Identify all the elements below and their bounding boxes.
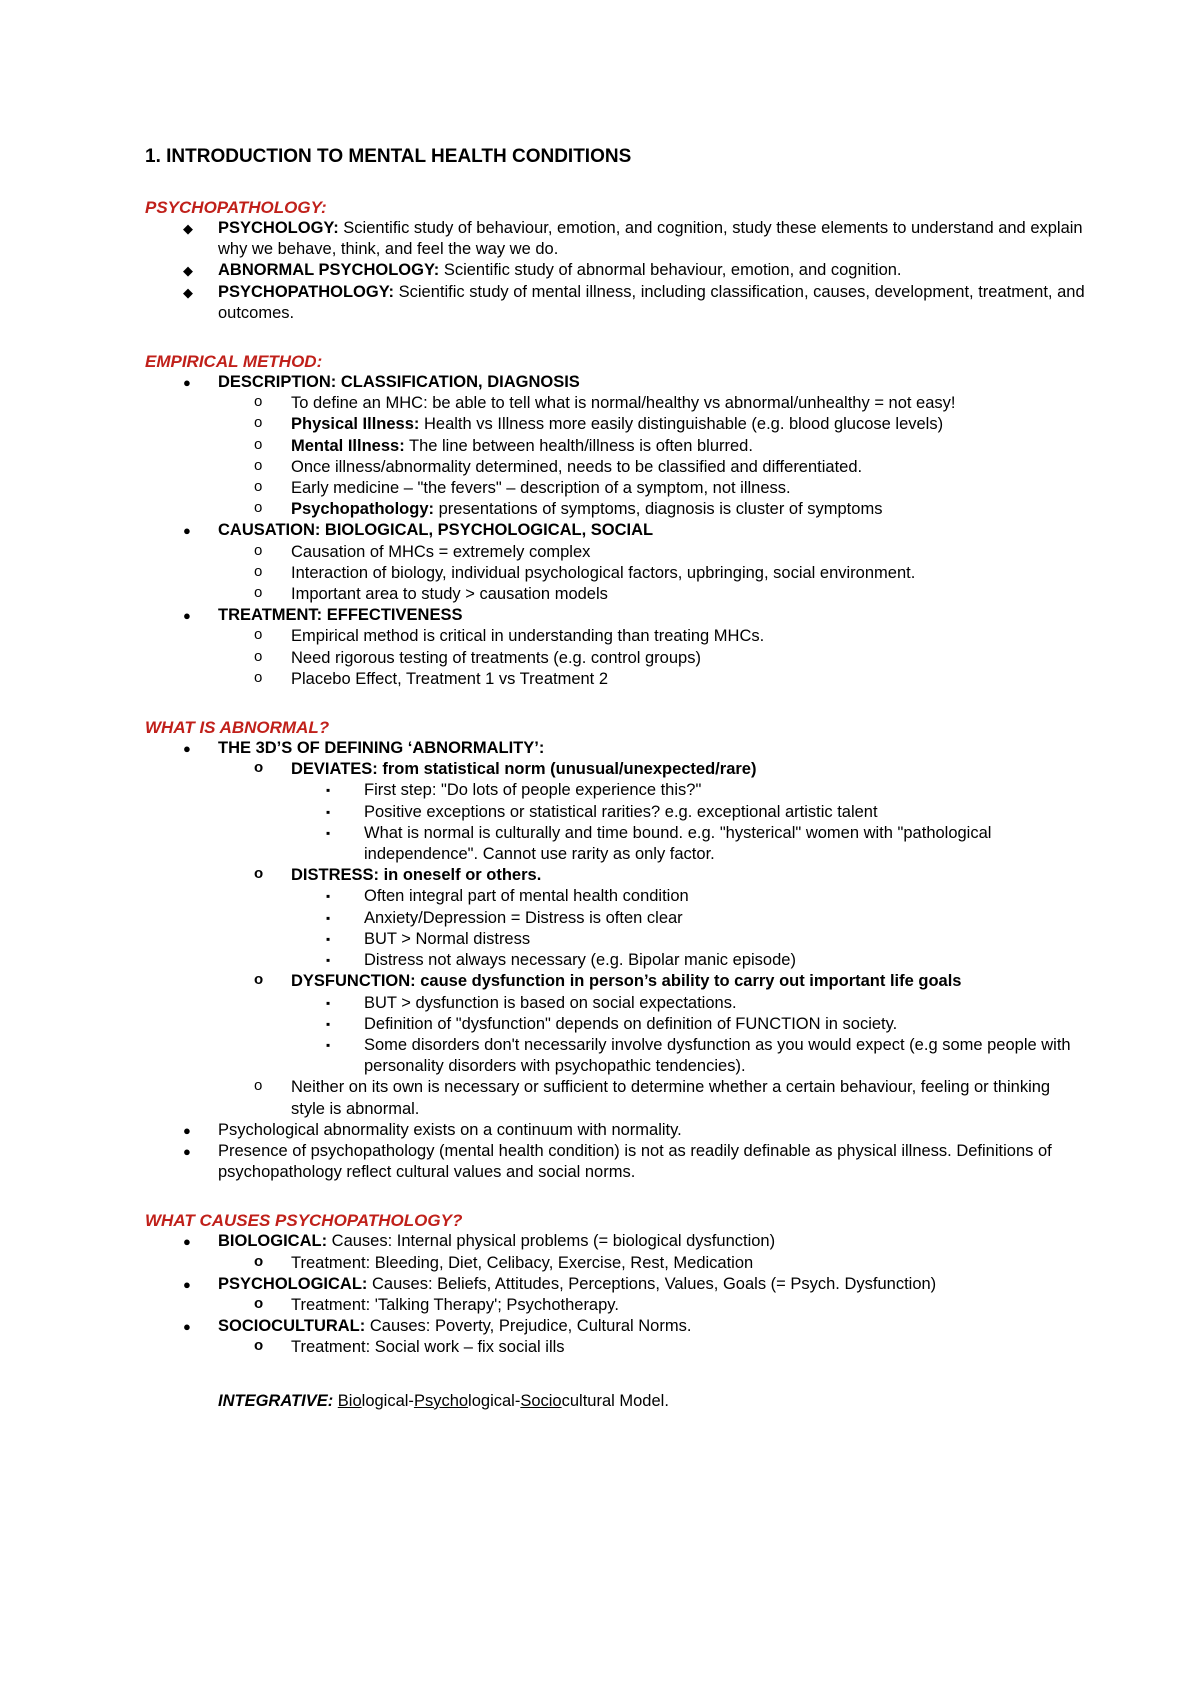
list-item: o Empirical method is critical in understanding than treating MHCs. bbox=[254, 626, 765, 646]
bullet-icon: ◆ bbox=[183, 284, 193, 300]
list-item: o DISTRESS: in oneself or others. ▪ Often integral part of mental health condition ▪ Anxiety/Depression = Distress is often clear ▪ BUT > Normal distress ▪ Distress not always necessary (e.g. Bipolar manic episode) bbox=[218, 865, 1085, 971]
section-heading: WHAT CAUSES PSYCHOPATHOLOGY? bbox=[145, 1211, 463, 1231]
section-what-is-abnormal bbox=[145, 717, 1085, 1183]
list-item: ● TREATMENT: EFFECTIVENESS o Empirical method is critical in understanding than treating MHCs. o Need rigorous testing of treatments (e.g. control groups) o Placebo Effect, Treatment 1 vs Treatment 2 bbox=[145, 605, 1085, 690]
bullet-icon: ● bbox=[183, 608, 191, 624]
list-item: o To define an MHC: be able to tell what is normal/healthy vs abnormal/unhealthy = not easy! bbox=[254, 393, 956, 413]
list-item: o Early medicine – "the fevers" – description of a symptom, not illness. bbox=[254, 478, 791, 498]
circle-bullet-icon: o bbox=[254, 865, 264, 883]
list-item: o Once illness/abnormality determined, needs to be classified and differentiated. bbox=[254, 456, 863, 476]
list-item: ● PSYCHOLOGICAL: Causes: Beliefs, Attitudes, Perceptions, Values, Goals (= Psych. Dysfunction) o Treatment: 'Talking Therapy'; Psychotherapy. bbox=[145, 1274, 1085, 1316]
sub-list bbox=[218, 1295, 1085, 1316]
list-item: ▪ What is normal is culturally and time bound. e.g. "hysterical" women with "pathological independence". Cannot use rarity as only factor. bbox=[326, 823, 992, 864]
list-item: o Placebo Effect, Treatment 1 vs Treatment 2 bbox=[254, 668, 609, 688]
circle-bullet-icon: o bbox=[254, 562, 263, 580]
square-bullet-icon: ▪ bbox=[326, 783, 331, 798]
square-bullet-icon: ▪ bbox=[326, 889, 331, 904]
square-bullet-icon: ▪ bbox=[326, 953, 331, 968]
list-item: o Interaction of biology, individual psychological factors, upbringing, social environment. bbox=[254, 562, 916, 582]
bullet-icon: ● bbox=[183, 1319, 191, 1335]
sub-list bbox=[218, 542, 1085, 606]
sub-list bbox=[218, 1077, 1085, 1119]
abnormal-list bbox=[145, 738, 1085, 1183]
bullet-icon: ● bbox=[183, 741, 191, 757]
circle-bullet-icon: o bbox=[254, 541, 263, 559]
list-item: ● Psychological abnormality exists on a continuum with normality. bbox=[145, 1120, 1085, 1141]
document-body bbox=[145, 146, 1085, 1439]
list-item: ● Presence of psychopathology (mental health condition) is not as readily definable as physical illness. Definitions of psychopathology reflect cultural values and social norms. bbox=[183, 1141, 1052, 1182]
list-item: o Psychopathology: presentations of symptoms, diagnosis is cluster of symptoms bbox=[254, 499, 883, 519]
bullet-icon: ◆ bbox=[183, 221, 193, 236]
list-item: o DYSFUNCTION: cause dysfunction in person’s ability to carry out important life goals ▪ BUT > dysfunction is based on social expectations. ▪ Definition of "dysfunction" depends on definition of FUNCTION in society. ▪ Some disorders don't necessarily involve dysfunction as you would expect (e.g some people with personality disorders with psychopathic tendencies). bbox=[218, 971, 1085, 1077]
sub-sub-list bbox=[291, 780, 1085, 865]
sub-sub-list bbox=[291, 886, 1085, 971]
sub-list bbox=[218, 1337, 1085, 1358]
circle-bullet-icon: o bbox=[254, 1077, 263, 1095]
circle-bullet-icon: o bbox=[254, 647, 263, 665]
circle-bullet-icon: o bbox=[254, 1337, 264, 1355]
empirical-list bbox=[145, 372, 1085, 690]
list-item: ▪ Some disorders don't necessarily involve dysfunction as you would expect (e.g some people with personality disorders with psychopathic tendencies). bbox=[326, 1035, 1071, 1076]
list-item: ▪ Distress not always necessary (e.g. Bipolar manic episode) bbox=[291, 950, 1085, 971]
square-bullet-icon: ▪ bbox=[326, 910, 331, 925]
section-heading: EMPIRICAL METHOD: bbox=[145, 352, 323, 372]
causes-list bbox=[145, 1231, 1085, 1358]
list-item: ● THE 3D’S OF DEFINING ‘ABNORMALITY’: o DEVIATES: from statistical norm (unusual/unexpected/rare) ▪ First step: "Do lots of people experience this?" ▪ Positive exceptions or statistical rarities? e.g. exceptional artistic talent ▪ What is normal is culturally and time bound. e.g. "hysterical" women with "pathological independence". Cannot use rarity as only factor. o DISTRESS: in oneself or others. ▪ Often integral part of mental health condition ▪ Anxiety/Depression = Distress is often clear ▪ BUT > Normal distress ▪ Distress not always necessary (e.g. Bipolar manic episode) o DYSFUNCTION: cause dysfunction in person’s ability to carry out important life goals ▪ BUT > dysfunction is based on social expectations. ▪ Definition of "dysfunction" depends on definition of FUNCTION in society. ▪ Some disorders don't necessarily involve dysfunction as you would expect (e.g some people with personality disorders with psychopathic tendencies). o Neither on its own is necessary or sufficient to determine whether a certain behaviour, feeling or thinking style is abnormal. bbox=[145, 738, 1085, 1120]
circle-bullet-icon: o bbox=[254, 759, 264, 777]
list-item: ◆ PSYCHOLOGY: Scientific study of behaviour, emotion, and cognition, study these elements to understand and explain why we behave, think, and feel the way we do. bbox=[183, 219, 1083, 259]
bullet-icon: ● bbox=[183, 1122, 191, 1138]
section-psychopathology bbox=[145, 197, 1085, 324]
list-item: ● CAUSATION: BIOLOGICAL, PSYCHOLOGICAL, SOCIAL o Causation of MHCs = extremely complex o Interaction of biology, individual psychological factors, upbringing, social environment. o Important area to study > causation models bbox=[145, 520, 1085, 605]
square-bullet-icon: ▪ bbox=[326, 804, 331, 819]
list-item: ◆ PSYCHOPATHOLOGY: Scientific study of mental illness, including classification, causes, development, treatment, and outcomes. bbox=[183, 282, 1085, 322]
circle-bullet-icon: o bbox=[254, 668, 263, 686]
section-heading: PSYCHOPATHOLOGY: bbox=[145, 198, 327, 217]
bullet-icon: ● bbox=[183, 1276, 191, 1292]
page-title: 1. INTRODUCTION TO MENTAL HEALTH CONDITIONS bbox=[145, 146, 632, 167]
circle-bullet-icon: o bbox=[254, 414, 263, 432]
square-bullet-icon: ▪ bbox=[326, 1016, 331, 1031]
circle-bullet-icon: o bbox=[254, 435, 263, 453]
circle-bullet-icon: o bbox=[254, 584, 263, 602]
bullet-icon: ● bbox=[183, 375, 191, 391]
circle-bullet-icon: o bbox=[254, 626, 263, 644]
square-bullet-icon: ▪ bbox=[326, 825, 331, 840]
sub-list bbox=[218, 393, 1085, 520]
list-item: ● SOCIOCULTURAL: Causes: Poverty, Prejudice, Cultural Norms. o Treatment: Social work – fix social ills bbox=[145, 1316, 1085, 1358]
list-item: ● DESCRIPTION: CLASSIFICATION, DIAGNOSIS o To define an MHC: be able to tell what is normal/healthy vs abnormal/unhealthy = not easy! o Physical Illness: Health vs Illness more easily distinguishable (e.g. blood glucose levels) o Mental Illness: The line between health/illness is often blurred. o Once illness/abnormality determined, needs to be classified and differentiated. o Early medicine – "the fevers" – description of a symptom, not illness. o Psychopathology: presentations of symptoms, diagnosis is cluster of symptoms bbox=[145, 372, 1085, 520]
square-bullet-icon: ▪ bbox=[326, 1037, 331, 1052]
list-item: o Important area to study > causation models bbox=[254, 584, 608, 604]
circle-bullet-icon: o bbox=[254, 456, 263, 474]
list-item: ▪ Definition of "dysfunction" depends on definition of FUNCTION in society. bbox=[291, 1014, 1085, 1035]
circle-bullet-icon: o bbox=[254, 971, 264, 989]
circle-bullet-icon: o bbox=[254, 1252, 264, 1270]
sub-sub-list bbox=[291, 993, 1085, 1078]
list-item: o Treatment: Social work – fix social ills bbox=[254, 1337, 565, 1357]
section-what-causes bbox=[145, 1210, 1085, 1411]
list-item: ▪ First step: "Do lots of people experience this?" bbox=[291, 780, 1085, 801]
list-item: o Causation of MHCs = extremely complex bbox=[254, 541, 591, 561]
list-item: o Neither on its own is necessary or sufficient to determine whether a certain behaviour, feeling or thinking style is abnormal. bbox=[254, 1077, 1051, 1118]
bullet-icon: ● bbox=[183, 523, 191, 539]
circle-bullet-icon: o bbox=[254, 499, 263, 517]
section-heading: WHAT IS ABNORMAL? bbox=[145, 718, 330, 738]
definitions-list bbox=[145, 218, 1085, 324]
list-item: o Mental Illness: The line between health/illness is often blurred. bbox=[254, 435, 753, 455]
list-item: o Need rigorous testing of treatments (e.g. control groups) bbox=[254, 647, 701, 667]
circle-bullet-icon: o bbox=[254, 393, 263, 411]
circle-bullet-icon: o bbox=[254, 1294, 264, 1312]
square-bullet-icon: ▪ bbox=[326, 995, 331, 1010]
list-item: ▪ BUT > dysfunction is based on social expectations. bbox=[291, 993, 1085, 1014]
bullet-icon: ● bbox=[183, 1143, 191, 1159]
list-item: o Treatment: Bleeding, Diet, Celibacy, Exercise, Rest, Medication bbox=[254, 1252, 754, 1272]
sub-list bbox=[218, 626, 1085, 690]
bullet-icon: ◆ bbox=[183, 263, 193, 279]
sub-list bbox=[218, 759, 1085, 1077]
list-item: o Physical Illness: Health vs Illness more easily distinguishable (e.g. blood glucose levels) bbox=[254, 414, 944, 434]
list-item: o Treatment: 'Talking Therapy'; Psychotherapy. bbox=[254, 1294, 619, 1314]
list-item: o DEVIATES: from statistical norm (unusual/unexpected/rare) ▪ First step: "Do lots of people experience this?" ▪ Positive exceptions or statistical rarities? e.g. exceptional artistic talent ▪ What is normal is culturally and time bound. e.g. "hysterical" women with "pathological independence". Cannot use rarity as only factor. bbox=[218, 759, 1085, 865]
bullet-icon: ● bbox=[183, 1234, 191, 1250]
section-empirical-method bbox=[145, 351, 1085, 690]
list-item: ● BIOLOGICAL: Causes: Internal physical problems (= biological dysfunction) o Treatment: Bleeding, Diet, Celibacy, Exercise, Rest, Medication bbox=[145, 1231, 1085, 1273]
list-item: ▪ Positive exceptions or statistical rarities? e.g. exceptional artistic talent bbox=[291, 802, 1085, 823]
list-item: ▪ Often integral part of mental health condition bbox=[291, 886, 1085, 907]
circle-bullet-icon: o bbox=[254, 478, 263, 496]
list-item: ▪ BUT > Normal distress bbox=[291, 929, 1085, 950]
square-bullet-icon: ▪ bbox=[326, 931, 331, 946]
list-item: ▪ Anxiety/Depression = Distress is often clear bbox=[291, 908, 1085, 929]
list-item: ◆ ABNORMAL PSYCHOLOGY: Scientific study of abnormal behaviour, emotion, and cognition. bbox=[145, 260, 1085, 281]
integrative-model: INTEGRATIVE: Biological-Psychological-Sociocultural Model. bbox=[218, 1391, 669, 1410]
sub-list bbox=[218, 1253, 1085, 1274]
